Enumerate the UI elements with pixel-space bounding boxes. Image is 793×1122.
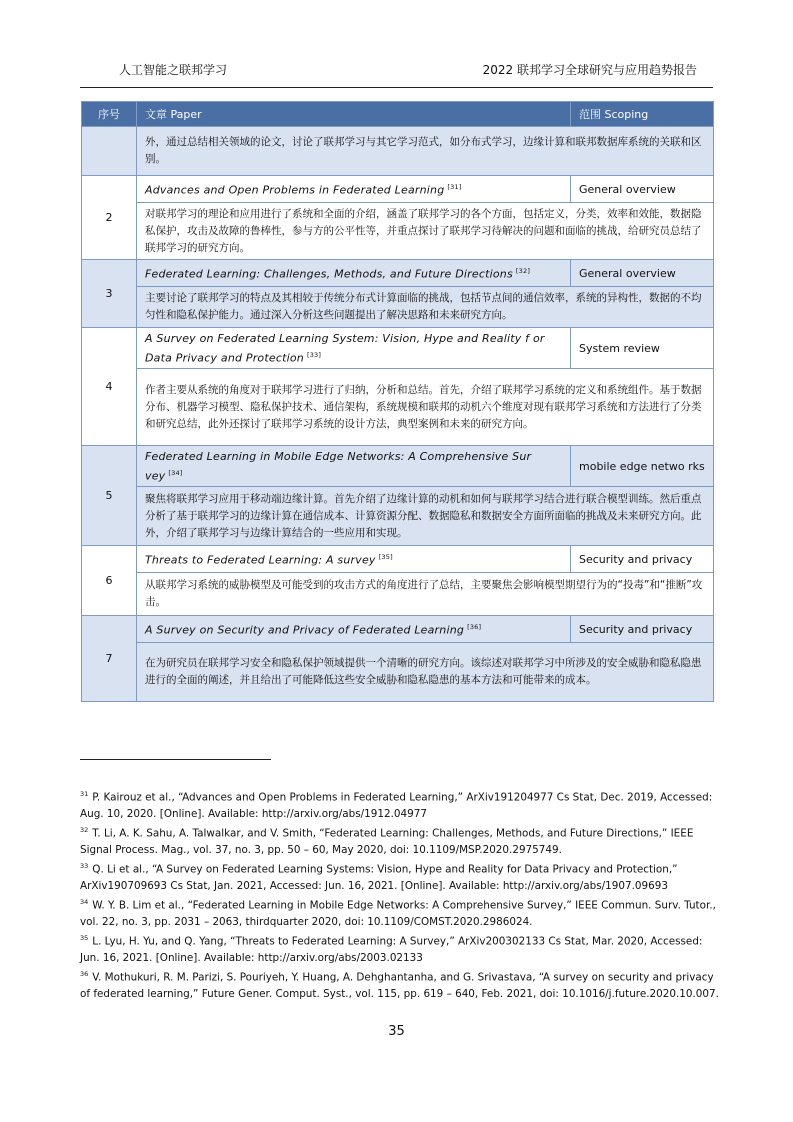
footnote: $^{33}$ Q. Li et al., “A Survey on Federated Learning Systems: Vision, Hype and Reality for Data Privacy and Protection,” ArXiv190709693 Cs Stat, Jan. 2021, Accessed: Jun. 16, 2021. [Online]. Available: http://arxiv.org/abs/1907.09693 (80, 862, 678, 892)
paper-desc: 聚焦将联邦学习应用于移动端边缘计算。首先介绍了边缘计算的动机和如何与联邦学习结合进行联合模型训练。然后重点分析了基于联邦学习的边缘计算在通信成本、计算资源分配、数据隐私和数据安全方面所面临的挑战及未来研究方向。此外，介绍了联邦学习与边缘计算结合的一些应用和实现。 (137, 487, 714, 546)
page-header (0, 0, 793, 92)
paper-scope: mobile edge netwo rks (571, 446, 714, 487)
footnote: $^{32}$ T. Li, A. K. Sahu, A. Talwalkar, and V. Smith, “Federated Learning: Challenges, Methods, and Future Directions,” IEEE Signal Process. Mag., vol. 37, no. 3, pp. 50 – 60, May 2020, doi: 10.1109/MSP.2020.2975749. (80, 826, 694, 856)
table-header-row (82, 102, 714, 127)
col-header-paper: 文章 Paper (137, 102, 571, 127)
table-row-desc (82, 643, 714, 702)
paper-desc: 从联邦学习系统的威胁模型及可能受到的攻击方式的角度进行了总结，主要聚焦会影响模型期望行为的“投毒”和“推断”攻击。 (137, 573, 714, 616)
table-row-desc (82, 573, 714, 616)
header-left-title: 人工智能之联邦学习 (119, 63, 228, 77)
footnote: $^{36}$ V. Mothukuri, R. M. Parizi, S. Pouriyeh, Y. Huang, A. Dehghantanha, and G. Srivastava, “A survey on security and privacy of federated learning,” Future Gener. Comput. Syst., vol. 115, pp. 619 – 640, Feb. 2021, doi: 10.1016/j.future.2020.10.007. (80, 970, 719, 1001)
table-row-desc (82, 487, 714, 546)
footnote-rule (80, 759, 271, 760)
header-rule (80, 87, 713, 88)
col-header-num: 序号 (82, 102, 137, 127)
table-row-desc (82, 287, 714, 328)
header-right-title: 2022 联邦学习全球研究与应用趋势报告 (482, 63, 697, 77)
table-row-desc (82, 369, 714, 446)
table-row-continued (82, 127, 714, 176)
paper-title: Federated Learning in Mobile Edge Networks: A Comprehensive Sur vey [34] (137, 446, 571, 487)
paper-scope: Security and privacy (571, 616, 714, 643)
paper-scope: General overview (571, 176, 714, 203)
paper-scope: System review (571, 328, 714, 369)
paper-desc: 在为研究员在联邦学习安全和隐私保护领域提供一个清晰的研究方向。该综述对联邦学习中所涉及的安全威胁和隐私隐患进行的全面的阐述，并且给出了可能降低这些安全威胁和隐私隐患的基本方法和可能带来的成本。 (137, 643, 714, 702)
row-num: 6 (82, 546, 137, 616)
table-row (82, 328, 714, 369)
paper-title: A Survey on Security and Privacy of Federated Learning [36] (137, 616, 571, 643)
paper-title: Advances and Open Problems in Federated Learning [31] (137, 176, 571, 203)
continued-desc: 外，通过总结相关领域的论文，讨论了联邦学习与其它学习范式，如分布式学习，边缘计算和联邦数据库系统的关联和区别。 (137, 127, 714, 176)
paper-desc: 作者主要从系统的角度对于联邦学习进行了归纳，分析和总结。首先，介绍了联邦学习系统的定义和系统组件。基于数据分布、机器学习模型、隐私保护技术、通信架构，系统规模和联邦的动机六个维度对现有联邦学习系统和方法进行了分类和研究总结，此外还探讨了联邦学习系统的设计方法，典型案例和未来的研究方向。 (137, 369, 714, 446)
table-row (82, 446, 714, 487)
row-num: 4 (82, 328, 137, 446)
table-row-desc (82, 203, 714, 260)
footnote: $^{34}$ W. Y. B. Lim et al., “Federated Learning in Mobile Edge Networks: A Comprehensive Survey,” IEEE Commun. Surv. Tutor., vol. 22, no. 3, pp. 2031 – 2063, thirdquarter 2020, doi: 10.1109/COMST.2020.2986024. (80, 898, 716, 928)
paper-title: A Survey on Federated Learning System: Vision, Hype and Reality f or Data Privacy and Protection [33] (137, 328, 571, 369)
paper-desc: 对联邦学习的理论和应用进行了系统和全面的介绍，涵盖了联邦学习的各个方面，包括定义，分类，效率和效能，数据隐私保护，攻击及故障的鲁棒性，参与方的公平性等，并重点探讨了联邦学习待解决的问题和面临的挑战，给研究员总结了联邦学习的研究方向。 (137, 203, 714, 260)
paper-title: Federated Learning: Challenges, Methods, and Future Directions [32] (137, 260, 571, 287)
row-num: 5 (82, 446, 137, 546)
paper-scope: Security and privacy (571, 546, 714, 573)
table-row (82, 616, 714, 643)
row-num: 3 (82, 260, 137, 328)
table-row (82, 260, 714, 287)
continued-num-cell (82, 127, 137, 176)
papers-table (81, 101, 714, 702)
page-number: 35 (388, 1024, 405, 1039)
paper-desc: 主要讨论了联邦学习的特点及其相较于传统分布式计算面临的挑战，包括节点间的通信效率，系统的异构性，数据的不均匀性和隐私保护能力。通过深入分析这些问题提出了解决思路和未来研究方向。 (137, 287, 714, 328)
col-header-scope: 范围 Scoping (571, 102, 714, 127)
paper-scope: General overview (571, 260, 714, 287)
footnote: $^{31}$ P. Kairouz et al., “Advances and Open Problems in Federated Learning,” ArXiv191204977 Cs Stat, Dec. 2019, Accessed: Aug. 10, 2020. [Online]. Available: http://arxiv.org/abs/1912.04977 (80, 790, 713, 820)
row-num: 2 (82, 176, 137, 260)
paper-title: Threats to Federated Learning: A survey [35] (137, 546, 571, 573)
footnote: $^{35}$ L. Lyu, H. Yu, and Q. Yang, “Threats to Federated Learning: A Survey,” ArXiv200302133 Cs Stat, Mar. 2020, Accessed: Jun. 16, 2021. [Online]. Available: http://arxiv.org/abs/2003.02133 (80, 934, 703, 965)
table-row (82, 546, 714, 573)
footnotes (80, 786, 720, 1002)
row-num: 7 (82, 616, 137, 702)
table-row (82, 176, 714, 203)
